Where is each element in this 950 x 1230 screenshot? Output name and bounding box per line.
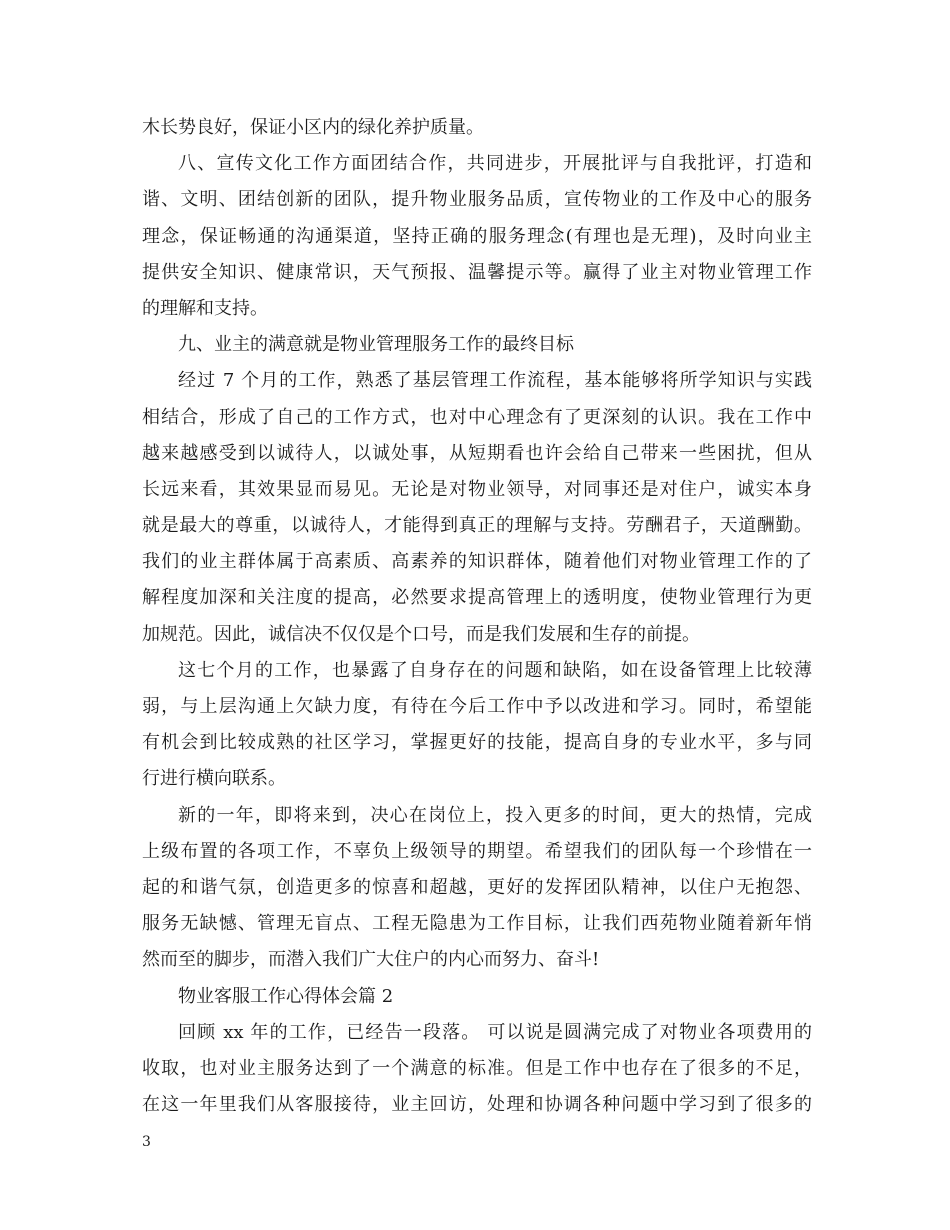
page-number: 3 (142, 1134, 151, 1150)
text-line: 八、宣传文化工作方面团结合作，共同进步，开展批评与自我批评，打造和 (178, 153, 812, 175)
text-line: 起的和谐气氛，创造更多的惊喜和超越，更好的发挥团队精神，以住户无抱怨、 (142, 876, 812, 898)
text-line: 服务无缺憾、管理无盲点、工程无隐患为工作目标，让我们西苑物业随着新年悄 (142, 913, 812, 935)
text-line: 收取，也对业主服务达到了一个满意的标准。但是工作中也存在了很多的不足， (142, 1057, 812, 1079)
text-line: 上级布置的各项工作，不辜负上级领导的期望。希望我们的团队每一个珍惜在一 (142, 840, 812, 862)
text-line: 在这一年里我们从客服接待，业主回访，处理和协调各种问题中学习到了很多的 (142, 1094, 812, 1116)
text-line: 越来越感受到以诚待人，以诚处事，从短期看也许会给自己带来一些困扰，但从 (142, 442, 812, 464)
text-line: 的理解和支持。 (142, 297, 268, 319)
text-line: 然而至的脚步，而潜入我们广大住户的内心而努力、奋斗! (142, 949, 600, 971)
text-line: 九、业主的满意就是物业管理服务工作的最终目标 (178, 334, 574, 356)
text-line: 有机会到比较成熟的社区学习，掌握更好的技能，提高自身的专业水平，多与同 (142, 732, 812, 754)
text-line: 提供安全知识、健康常识，天气预报、温馨提示等。赢得了业主对物业管理工作 (142, 261, 812, 283)
text-line: 我们的业主群体属于高素质、高素养的知识群体，随着他们对物业管理工作的了 (142, 551, 812, 573)
text-line: 这七个月的工作，也暴露了自身存在的问题和缺陷，如在设备管理上比较薄 (178, 659, 812, 681)
text-line: 理念，保证畅通的沟通渠道，坚持正确的服务理念(有理也是无理)，及时向业主 (142, 225, 812, 247)
text-line: 物业客服工作心得体会篇 2 (178, 985, 394, 1007)
text-line: 就是最大的尊重，以诚待人，才能得到真正的理解与支持。劳酬君子，天道酬勤。 (142, 515, 812, 537)
document-body (142, 110, 812, 1123)
text-line: 行进行横向联系。 (142, 768, 286, 790)
text-line: 长远来看，其效果显而易见。无论是对物业领导，对同事还是对住户，诚实本身 (142, 478, 812, 500)
text-line: 木长势良好，保证小区内的绿化养护质量。 (142, 117, 484, 138)
text-line: 新的一年，即将来到，决心在岗位上，投入更多的时间，更大的热情，完成 (178, 804, 812, 826)
text-line: 加规范。因此，诚信决不仅仅是个口号，而是我们发展和生存的前提。 (142, 623, 700, 645)
text-line: 谐、文明、团结创新的团队，提升物业服务品质，宣传物业的工作及中心的服务 (142, 189, 812, 211)
text-line: 解程度加深和关注度的提高，必然要求提高管理上的透明度，使物业管理行为更 (142, 587, 812, 609)
text-line: 回顾 xx 年的工作，已经告一段落。 可以说是圆满完成了对物业各项费用的 (178, 1021, 812, 1043)
text-line: 经过 7 个月的工作，熟悉了基层管理工作流程，基本能够将所学知识与实践 (178, 370, 812, 392)
text-line: 弱，与上层沟通上欠缺力度，有待在今后工作中予以改进和学习。同时，希望能 (142, 696, 812, 717)
text-line: 相结合，形成了自己的工作方式，也对中心理念有了更深刻的认识。我在工作中 (142, 406, 812, 428)
